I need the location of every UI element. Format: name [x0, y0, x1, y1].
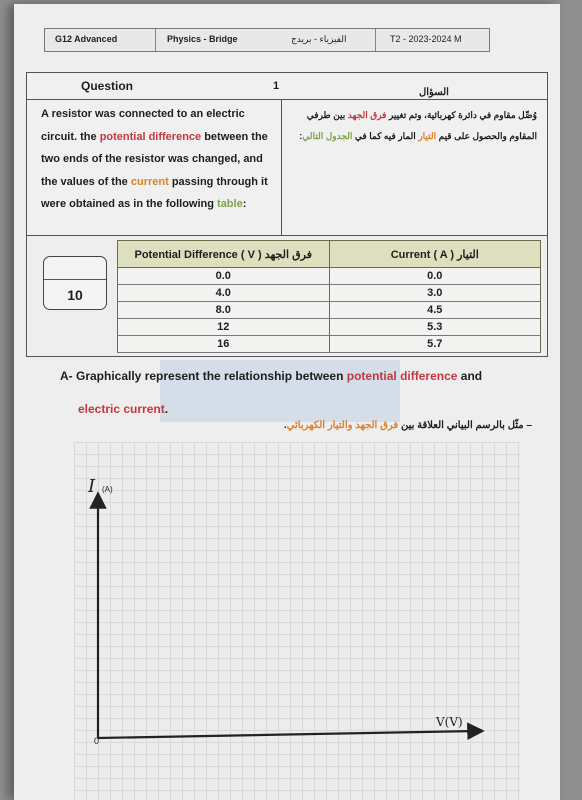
origin-label: 0	[94, 736, 100, 746]
table-header-current: Current ( A ) التيار	[329, 241, 541, 268]
marks-value: 10	[67, 287, 83, 303]
question-title: Question	[81, 79, 134, 93]
question-text-en: A resistor was connected to an electric circuit. the potential difference between the two ends of the resistor was changed, and the values of the current passing through it were obtained as in the following table:	[41, 108, 268, 210]
current-cell: 4.5	[329, 302, 541, 319]
question-number: 1	[273, 80, 280, 92]
current-cell: 3.0	[329, 285, 541, 302]
y-axis-symbol: I	[88, 476, 96, 497]
question-text-ar: وُصِّل مقاوم في دائرة كهربائية، وتم تغيير فرق الجهد بين طرفي المقاوم والحصول على قيم التيار المار فيه كما في الجدول التالي:	[299, 110, 537, 141]
current-cell: 5.3	[329, 319, 541, 336]
current-cell: 5.7	[329, 336, 541, 353]
x-axis	[98, 731, 476, 738]
voltage-cell: 0.0	[118, 268, 330, 285]
x-axis-label: V(V)	[436, 715, 463, 729]
part-a-instruction-en: A- Graphically represent the relationship between potential difference and electric current.	[60, 369, 483, 416]
subject-label-ar: الفيزياء - بريدج	[291, 34, 347, 44]
table-header-voltage: Potential Difference ( V ) فرق الجهد	[118, 241, 330, 268]
voltage-cell: 4.0	[118, 285, 330, 302]
subject-label: Physics - Bridge	[167, 34, 238, 44]
current-cell: 0.0	[329, 268, 541, 285]
grade-label: G12 Advanced	[55, 34, 118, 44]
question-title-ar: السؤال	[419, 87, 449, 98]
voltage-cell: 8.0	[118, 302, 330, 319]
y-axis-unit: (A)	[102, 485, 113, 494]
part-a-instruction-ar: – مثّل بالرسم البياني العلاقة بين فرق الجهد والتيار الكهربائي.	[283, 420, 532, 431]
voltage-cell: 16	[118, 336, 330, 353]
term-label: T2 - 2023-2024 M	[390, 34, 462, 44]
voltage-cell: 12	[118, 319, 330, 336]
